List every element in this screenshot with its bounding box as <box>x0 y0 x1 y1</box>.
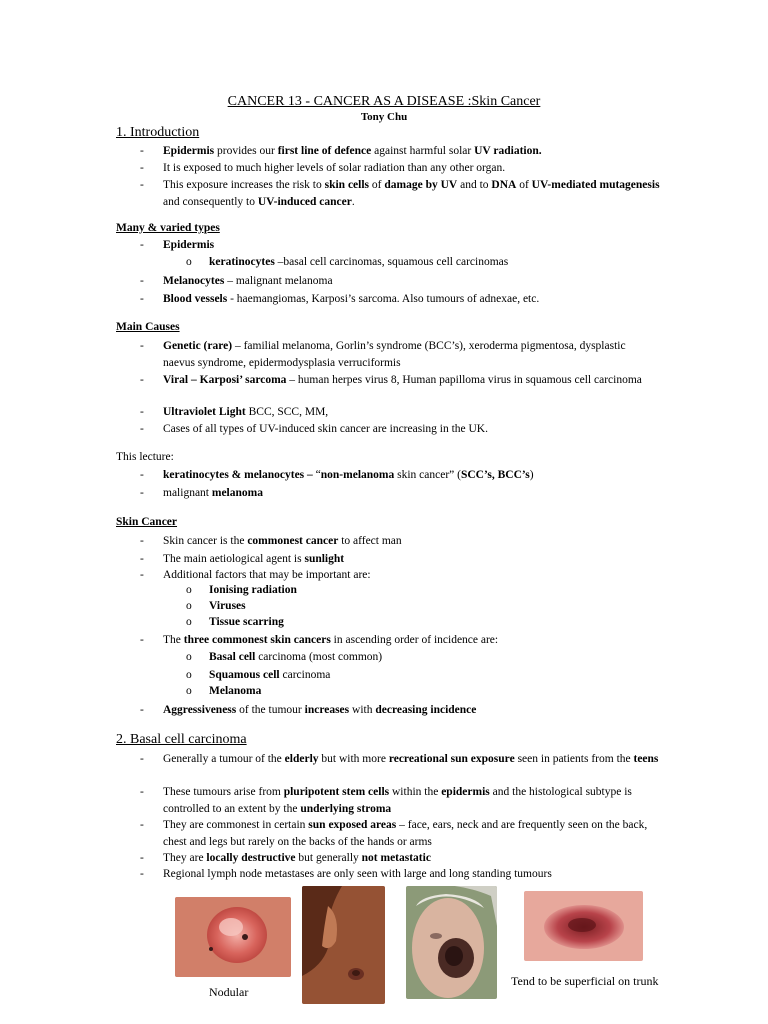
facial-bcc-photo <box>406 886 497 999</box>
bullet-marker: - <box>140 145 144 157</box>
list-item: - The main aetiological agent is sunlight <box>140 553 345 565</box>
caption-nodular: Nodular <box>209 985 249 999</box>
sub-list-item: o Squamous cell carcinoma <box>186 669 331 681</box>
document-author: Tony Chu <box>360 111 408 123</box>
subheading-skin-cancer: Skin Cancer <box>116 516 178 528</box>
list-item: - Regional lymph node metastases are only seen with large and long standing tumours <box>140 868 552 880</box>
sub-list-item: o Tissue scarring <box>186 616 284 628</box>
sub-list-item: o Ionising radiation <box>186 584 297 596</box>
list-item: - Ultraviolet Light BCC, SCC, MM, <box>140 406 329 418</box>
list-item: - Genetic (rare) – familial melanoma, Gorlin’s syndrome (BCC’s), xeroderma pigmentosa, dysplastic naevus syndrome, epidermodysplasia verruciformis <box>140 340 626 369</box>
superficial-bcc-trunk-photo <box>524 891 643 961</box>
nodular-bcc-photo <box>175 897 291 977</box>
sub-list-item: o keratinocytes –basal cell carcinomas, squamous cell carcinomas <box>186 256 509 268</box>
list-item: - Viral – Karposi’ sarcoma – human herpes virus 8, Human papilloma virus in squamous cell carcinoma <box>140 374 642 386</box>
section-heading-introduction: 1. Introduction <box>116 125 200 140</box>
list-item: - Blood vessels - haemangiomas, Karposi’s sarcoma. Also tumours of adnexae, etc. <box>140 293 540 305</box>
sub-list-item: o Melanoma <box>186 685 262 697</box>
list-item: - These tumours arise from pluripotent stem cells within the epidermis and the histological subtype is controlled to an extent by the underlying stroma <box>140 786 632 815</box>
list-item: - They are locally destructive but generally not metastatic <box>140 852 431 864</box>
list-item: - Aggressiveness of the tumour increases with decreasing incidence <box>140 704 477 716</box>
section-heading-basal-cell: 2. Basal cell carcinoma <box>116 732 247 747</box>
subheading-main-causes: Main Causes <box>116 321 180 333</box>
lecture-label: This lecture: <box>116 451 174 463</box>
document-title: CANCER 13 - CANCER AS A DISEASE :Skin Cancer <box>227 94 541 109</box>
subheading-types: Many & varied types <box>116 222 220 234</box>
list-item: - Melanocytes – malignant melanoma <box>140 275 333 287</box>
sub-list-item: o Basal cell carcinoma (most common) <box>186 651 383 663</box>
list-item: - Additional factors that may be important are: <box>140 569 371 581</box>
list-item: - The three commonest skin cancers in ascending order of incidence are: <box>140 634 499 646</box>
caption-superficial-trunk: Tend to be superficial on trunk <box>511 974 659 988</box>
list-item: - malignant melanoma <box>140 487 263 499</box>
list-item: - This exposure increases the risk to skin cells of damage by UV and to DNA of UV-mediated mutagenesis and consequently to UV-induced cancer. <box>140 179 660 208</box>
list-item: - They are commonest in certain sun exposed areas – face, ears, neck and are frequently seen on the back, chest and legs but rarely on the backs of the hands or arms <box>140 819 648 848</box>
list-item: - It is exposed to much higher levels of solar radiation than any other organ. <box>140 162 506 174</box>
sub-list-item: o Viruses <box>186 600 246 612</box>
list-item: - Epidermis <box>140 239 215 251</box>
list-item: - Skin cancer is the commonest cancer to affect man <box>140 535 402 547</box>
ear-neck-bcc-photo <box>302 886 385 1004</box>
list-item: - Cases of all types of UV-induced skin cancer are increasing in the UK. <box>140 423 488 435</box>
list-item: - Generally a tumour of the elderly but with more recreational sun exposure seen in patients from the teens <box>140 753 659 765</box>
list-item: - keratinocytes & melanocytes – “non-melanoma skin cancer” (SCC’s, BCC’s) <box>140 469 534 481</box>
list-item: - Epidermis provides our first line of defence against harmful solar UV radiation. <box>140 143 660 160</box>
